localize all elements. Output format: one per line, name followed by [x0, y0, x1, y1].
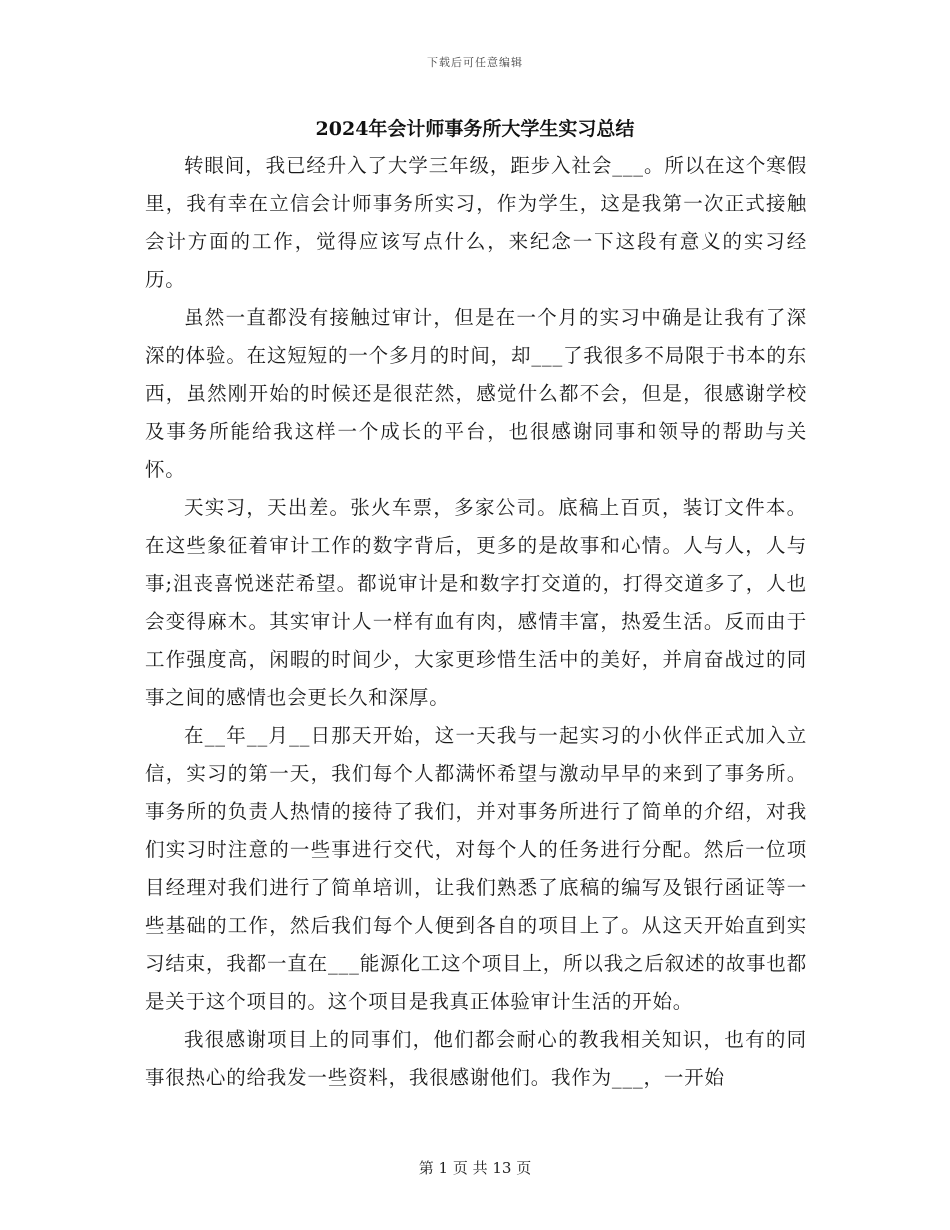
header-note: 下载后可任意编辑 — [427, 56, 523, 69]
paragraph-5: 我很感谢项目上的同事们，他们都会耐心的教我相关知识，也有的同事很热心的给我发一些资料，我很感谢他们。我作为___，一开始 — [145, 1028, 807, 1089]
paragraph-4: 在__年__月__日那天开始，这一天我与一起实习的小伙伴正式加入立信，实习的第一天，我们每个人都满怀希望与激动早早的来到了事务所。事务所的负责人热情的接待了我们，并对事务所进行了简单的介绍，对我们实习时注意的一些事进行交代，对每个人的任务进行分配。然后一位项目经理对我们进行了简单培训，让我们熟悉了底稿的编写及银行函证等一些基础的工作，然后我们每个人便到各自的项目上了。从这天开始直到实习结束，我都一直在___能源化工这个项目上，所以我之后叙述的故事也都是关于这个项目的。这个项目是我真正体验审计生活的开始。 — [145, 724, 807, 1013]
paragraph-1: 转眼间，我已经升入了大学三年级，距步入社会___。所以在这个寒假里，我有幸在立信会计师事务所实习，作为学生，这是我第一次正式接触会计方面的工作，觉得应该写点什么，来纪念一下这段有意义的实习经历。 — [145, 154, 807, 291]
document-title: 2024年会计师事务所大学生实习总结 — [315, 118, 635, 140]
page-number: 第 1 页 共 13 页 — [418, 1159, 532, 1177]
paragraph-2: 虽然一直都没有接触过审计，但是在一个月的实习中确是让我有了深深的体验。在这短短的一个多月的时间，却___了我很多不局限于书本的东西，虽然刚开始的时候还是很茫然，感觉什么都不会，但是，很感谢学校及事务所能给我这样一个成长的平台，也很感谢同事和领导的帮助与关怀。 — [145, 306, 807, 481]
document-body — [145, 147, 807, 1097]
paragraph-3: 天实习，天出差。张火车票，多家公司。底稿上百页，装订文件本。在这些象征着审计工作的数字背后，更多的是故事和心情。人与人，人与事;沮丧喜悦迷茫希望。都说审计是和数字打交道的，打得交道多了，人也会变得麻木。其实审计人一样有血有肉，感情丰富，热爱生活。反而由于工作强度高，闲暇的时间少，大家更珍惜生活中的美好，并肩奋战过的同事之间的感情也会更长久和深厚。 — [145, 496, 807, 709]
